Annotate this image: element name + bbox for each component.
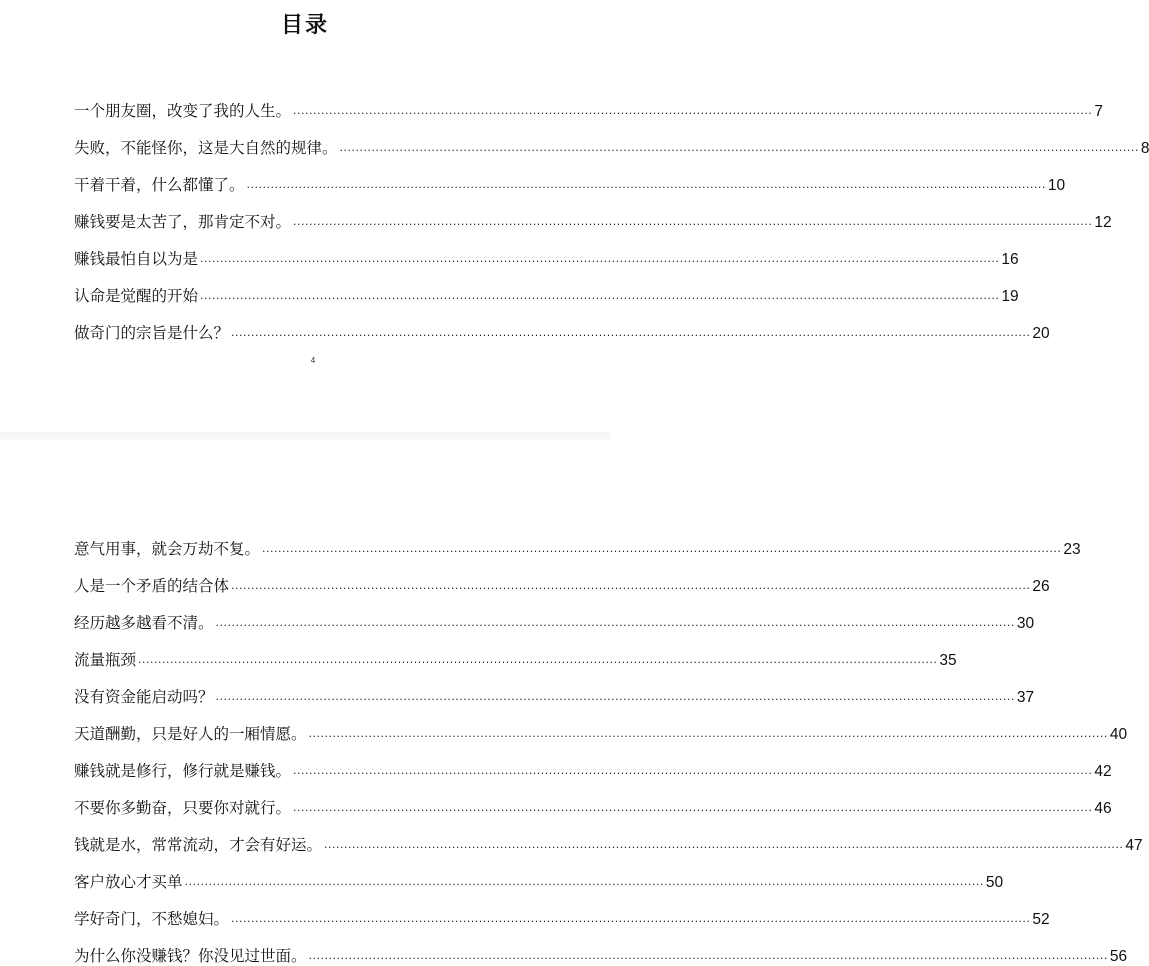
toc-entry[interactable] [74, 855, 1004, 892]
toc-leader-dots: ........................................................................................................................................................................................................ [246, 178, 1046, 191]
toc-entry-page: 23 [1063, 541, 1081, 558]
page-number: 4 [310, 356, 316, 365]
toc-entry-page: 30 [1016, 615, 1035, 632]
toc-entry-page: 42 [1094, 763, 1112, 780]
toc-leader-dots: ........................................................................................................................................................................................................ [215, 616, 1015, 629]
toc-entry-page: 35 [939, 652, 957, 669]
page-title: 目录 [280, 13, 329, 38]
toc-page-bottom [0, 440, 1143, 965]
toc-entry-title: 失败，不能怪你，这是大自然的规律。 [74, 139, 338, 157]
toc-leader-dots: ........................................................................................................................................................................................................ [231, 579, 1031, 592]
toc-entry-title: 天道酬勤，只是好人的一厢情愿。 [74, 725, 307, 743]
toc-leader-dots: ........................................................................................................................................................................................................ [231, 326, 1031, 339]
toc-entry-title: 赚钱最怕自以为是 [74, 250, 199, 268]
toc-entry-title: 认命是觉醒的开始 [74, 287, 199, 305]
toc-entry-page: 16 [1001, 251, 1019, 268]
toc-entry-page: 10 [1047, 177, 1066, 194]
toc-entry[interactable] [74, 195, 1112, 232]
toc-list-top [74, 84, 1149, 343]
page-separator [0, 432, 610, 440]
toc-entry-title: 没有资金能启动吗？ [74, 688, 214, 706]
toc-page-top [0, 0, 1149, 432]
toc-leader-dots: ........................................................................................................................................................................................................ [293, 215, 1093, 228]
toc-entry[interactable] [74, 232, 1019, 269]
toc-entry[interactable] [74, 744, 1112, 781]
toc-leader-dots: ........................................................................................................................................................................................................ [324, 838, 1124, 851]
toc-entry-title: 意气用事，就会万劫不复。 [74, 540, 261, 558]
toc-entry-title: 赚钱就是修行，修行就是赚钱。 [74, 762, 292, 780]
toc-entry-title: 赚钱要是太苦了，那肯定不对。 [74, 213, 292, 231]
toc-entry-title: 为什么你没赚钱？你没见过世面。 [74, 947, 307, 965]
toc-entry-page: 50 [985, 874, 1004, 891]
toc-entry-title: 不要你多勤奋，只要你对就行。 [74, 799, 292, 817]
toc-entry[interactable] [74, 929, 1128, 966]
toc-entry-title: 客户放心才买单 [74, 873, 183, 891]
toc-entry-page: 20 [1032, 325, 1050, 342]
toc-leader-dots: ........................................................................................................................................................................................................ [339, 141, 1139, 154]
toc-leader-dots: ........................................................................................................................................................................................................ [215, 690, 1015, 703]
toc-entry-page: 47 [1125, 837, 1143, 854]
toc-entry-page: 40 [1109, 726, 1128, 743]
toc-entry-page: 37 [1016, 689, 1035, 706]
toc-entry[interactable] [74, 269, 1019, 306]
toc-list-bottom [74, 522, 1143, 966]
toc-entry[interactable] [74, 633, 957, 670]
toc-entry[interactable] [74, 596, 1035, 633]
toc-leader-dots: ........................................................................................................................................................................................................ [293, 764, 1093, 777]
toc-entry-page: 19 [1001, 288, 1019, 305]
toc-entry-title: 干着干着，什么都懂了。 [74, 176, 245, 194]
toc-entry[interactable] [74, 522, 1081, 559]
toc-leader-dots: ........................................................................................................................................................................................................ [308, 727, 1108, 740]
toc-entry-page: 8 [1140, 140, 1149, 157]
toc-entry[interactable] [74, 559, 1050, 596]
toc-entry-title: 学好奇门，不愁媳妇。 [74, 910, 230, 928]
toc-entry-page: 56 [1109, 948, 1128, 965]
toc-leader-dots: ........................................................................................................................................................................................................ [200, 252, 1000, 265]
toc-entry[interactable] [74, 707, 1128, 744]
toc-entry[interactable] [74, 158, 1066, 195]
toc-entry[interactable] [74, 892, 1050, 929]
toc-entry[interactable] [74, 818, 1143, 855]
toc-entry-title: 一个朋友圈，改变了我的人生。 [74, 102, 292, 120]
toc-leader-dots: ........................................................................................................................................................................................................ [293, 104, 1093, 117]
toc-entry-title: 钱就是水，常常流动，才会有好运。 [74, 836, 323, 854]
toc-leader-dots: ........................................................................................................................................................................................................ [308, 949, 1108, 962]
toc-leader-dots: ........................................................................................................................................................................................................ [293, 801, 1093, 814]
toc-leader-dots: ........................................................................................................................................................................................................ [184, 875, 984, 888]
toc-leader-dots: ........................................................................................................................................................................................................ [231, 912, 1031, 925]
toc-leader-dots: ........................................................................................................................................................................................................ [262, 542, 1062, 555]
toc-leader-dots: ........................................................................................................................................................................................................ [200, 289, 1000, 302]
toc-entry-title: 做奇门的宗旨是什么？ [74, 324, 230, 342]
toc-entry-title: 经历越多越看不清。 [74, 614, 214, 632]
toc-entry-page: 7 [1094, 103, 1103, 120]
toc-entry[interactable] [74, 306, 1050, 343]
toc-entry[interactable] [74, 781, 1112, 818]
toc-entry-title: 流量瓶颈 [74, 651, 137, 669]
toc-entry-page: 12 [1094, 214, 1112, 231]
toc-entry[interactable] [74, 670, 1035, 707]
toc-entry[interactable] [74, 121, 1149, 158]
toc-entry[interactable] [74, 84, 1103, 121]
toc-leader-dots: ........................................................................................................................................................................................................ [138, 653, 938, 666]
toc-entry-title: 人是一个矛盾的结合体 [74, 577, 230, 595]
toc-entry-page: 46 [1094, 800, 1112, 817]
toc-entry-page: 52 [1032, 911, 1050, 928]
toc-entry-page: 26 [1032, 578, 1050, 595]
